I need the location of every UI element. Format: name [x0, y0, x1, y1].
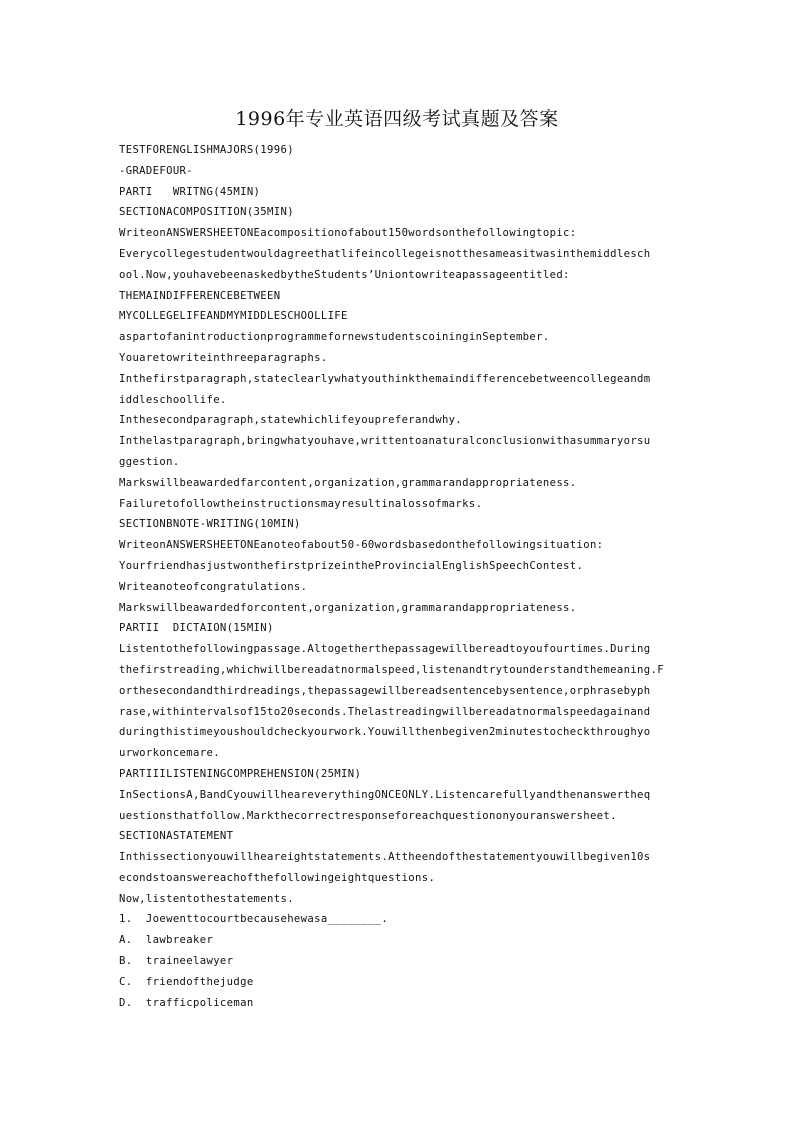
text-line: orthesecondandthirdreadings,thepassagewillbereadsentencebysentence,orphrasebyph — [119, 684, 651, 697]
text-line: SECTIONBNOTE-WRITING(10MIN) — [119, 518, 301, 531]
text-line: aspartofanintroductionprogrammefornewstudentscoininginSeptember. — [119, 331, 550, 344]
text-line: Failuretofollowtheinstructionsmayresultinalossofmarks. — [119, 497, 483, 510]
text-line: ggestion. — [119, 455, 180, 468]
text-line: InSectionsA,BandCyouwillheareverythingONCEONLY.Listencarefullyandthenanswertheq — [119, 788, 651, 801]
text-line: B. traineelawyer — [119, 955, 234, 968]
text-line: WriteonANSWERSHEETONEanoteofabout50-60wordsbasedonthefollowingsituation: — [119, 539, 604, 552]
text-line: rase,withintervalsof15to20seconds.Thelastreadingwillbereadatnormalspeedagainand — [119, 705, 651, 718]
text-line: Inthissectionyouwillheareightstatements.Attheendofthestatementyouwillbegiven10s — [119, 851, 651, 864]
text-line: econdstoanswereachofthefollowingeightquestions. — [119, 871, 436, 884]
text-line: iddleschoollife. — [119, 393, 227, 406]
text-line: duringthistimeyoushouldcheckyourwork.Youwillthenbegiven2minutestocheckthroughyo — [119, 726, 651, 739]
text-line: YourfriendhasjustwonthefirstprizeintheProvincialEnglishSpeechContest. — [119, 559, 584, 572]
text-line: D. trafficpoliceman — [119, 996, 254, 1009]
text-line: ool.Now,youhavebeenaskedbytheStudents’Uniontowriteapassageentitled: — [119, 268, 570, 281]
text-line: Writeanoteofcongratulations. — [119, 580, 308, 593]
text-line: thefirstreading,whichwillbereadatnormalspeed,listenandtrytounderstandthemeaning.F — [119, 663, 664, 676]
text-line: TESTFORENGLISHMAJORS(1996) — [119, 144, 294, 156]
text-line: Inthelastparagraph,bringwhatyouhave,writtentoanaturalconclusionwithasummaryorsu — [119, 435, 651, 448]
text-line: A. lawbreaker — [119, 934, 214, 947]
text-line: C. friendofthejudge — [119, 975, 254, 988]
text-line: THEMAINDIFFERENCEBETWEEN — [119, 289, 281, 302]
document-title: 1996年专业英语四级考试真题及答案 — [235, 108, 559, 130]
text-line: SECTIONACOMPOSITION(35MIN) — [119, 206, 294, 219]
text-line: -GRADEFOUR- — [119, 164, 194, 177]
text-line: SECTIONASTATEMENT — [119, 830, 234, 843]
text-line: Everycollegestudentwouldagreethatlifeincollegeisnotthesameasitwasinthemiddlesch — [119, 247, 651, 260]
text-line: Listentothefollowingpassage.Altogetherthepassagewillbereadtoyoufourtimes.During — [119, 643, 651, 656]
text-line: PARTI WRITNG(45MIN) — [119, 185, 261, 198]
text-line: Inthesecondparagraph,statewhichlifeyoupreferandwhy. — [119, 414, 463, 427]
text-line: urworkoncemare. — [119, 747, 220, 760]
text-line: PARTIIILISTENINGCOMPREHENSION(25MIN) — [119, 767, 362, 780]
text-line: uestionsthatfollow.Markthecorrectresponseforeachquestiononyouranswersheet. — [119, 809, 617, 822]
text-line: Inthefirstparagraph,stateclearlywhatyouthinkthemaindifferencebetweencollegeandm — [119, 372, 651, 385]
text-line: PARTII DICTAION(15MIN) — [119, 622, 274, 635]
text-line: Markswillbeawardedforcontent,organization,grammarandappropriateness. — [119, 601, 577, 614]
text-line: Now,listentothestatements. — [119, 892, 294, 905]
text-line: WriteonANSWERSHEETONEacompositionofabout150wordsonthefollowingtopic: — [119, 227, 577, 240]
text-line: Markswillbeawardedfarcontent,organization,grammarandappropriateness. — [119, 476, 577, 489]
text-line: Youaretowriteinthreeparagraphs. — [119, 351, 328, 364]
text-line: 1. Joewenttocourtbecausehewasa________. — [119, 913, 389, 926]
document-body — [119, 140, 689, 1013]
text-line: MYCOLLEGELIFEANDMYMIDDLESCHOOLLIFE — [119, 310, 348, 323]
